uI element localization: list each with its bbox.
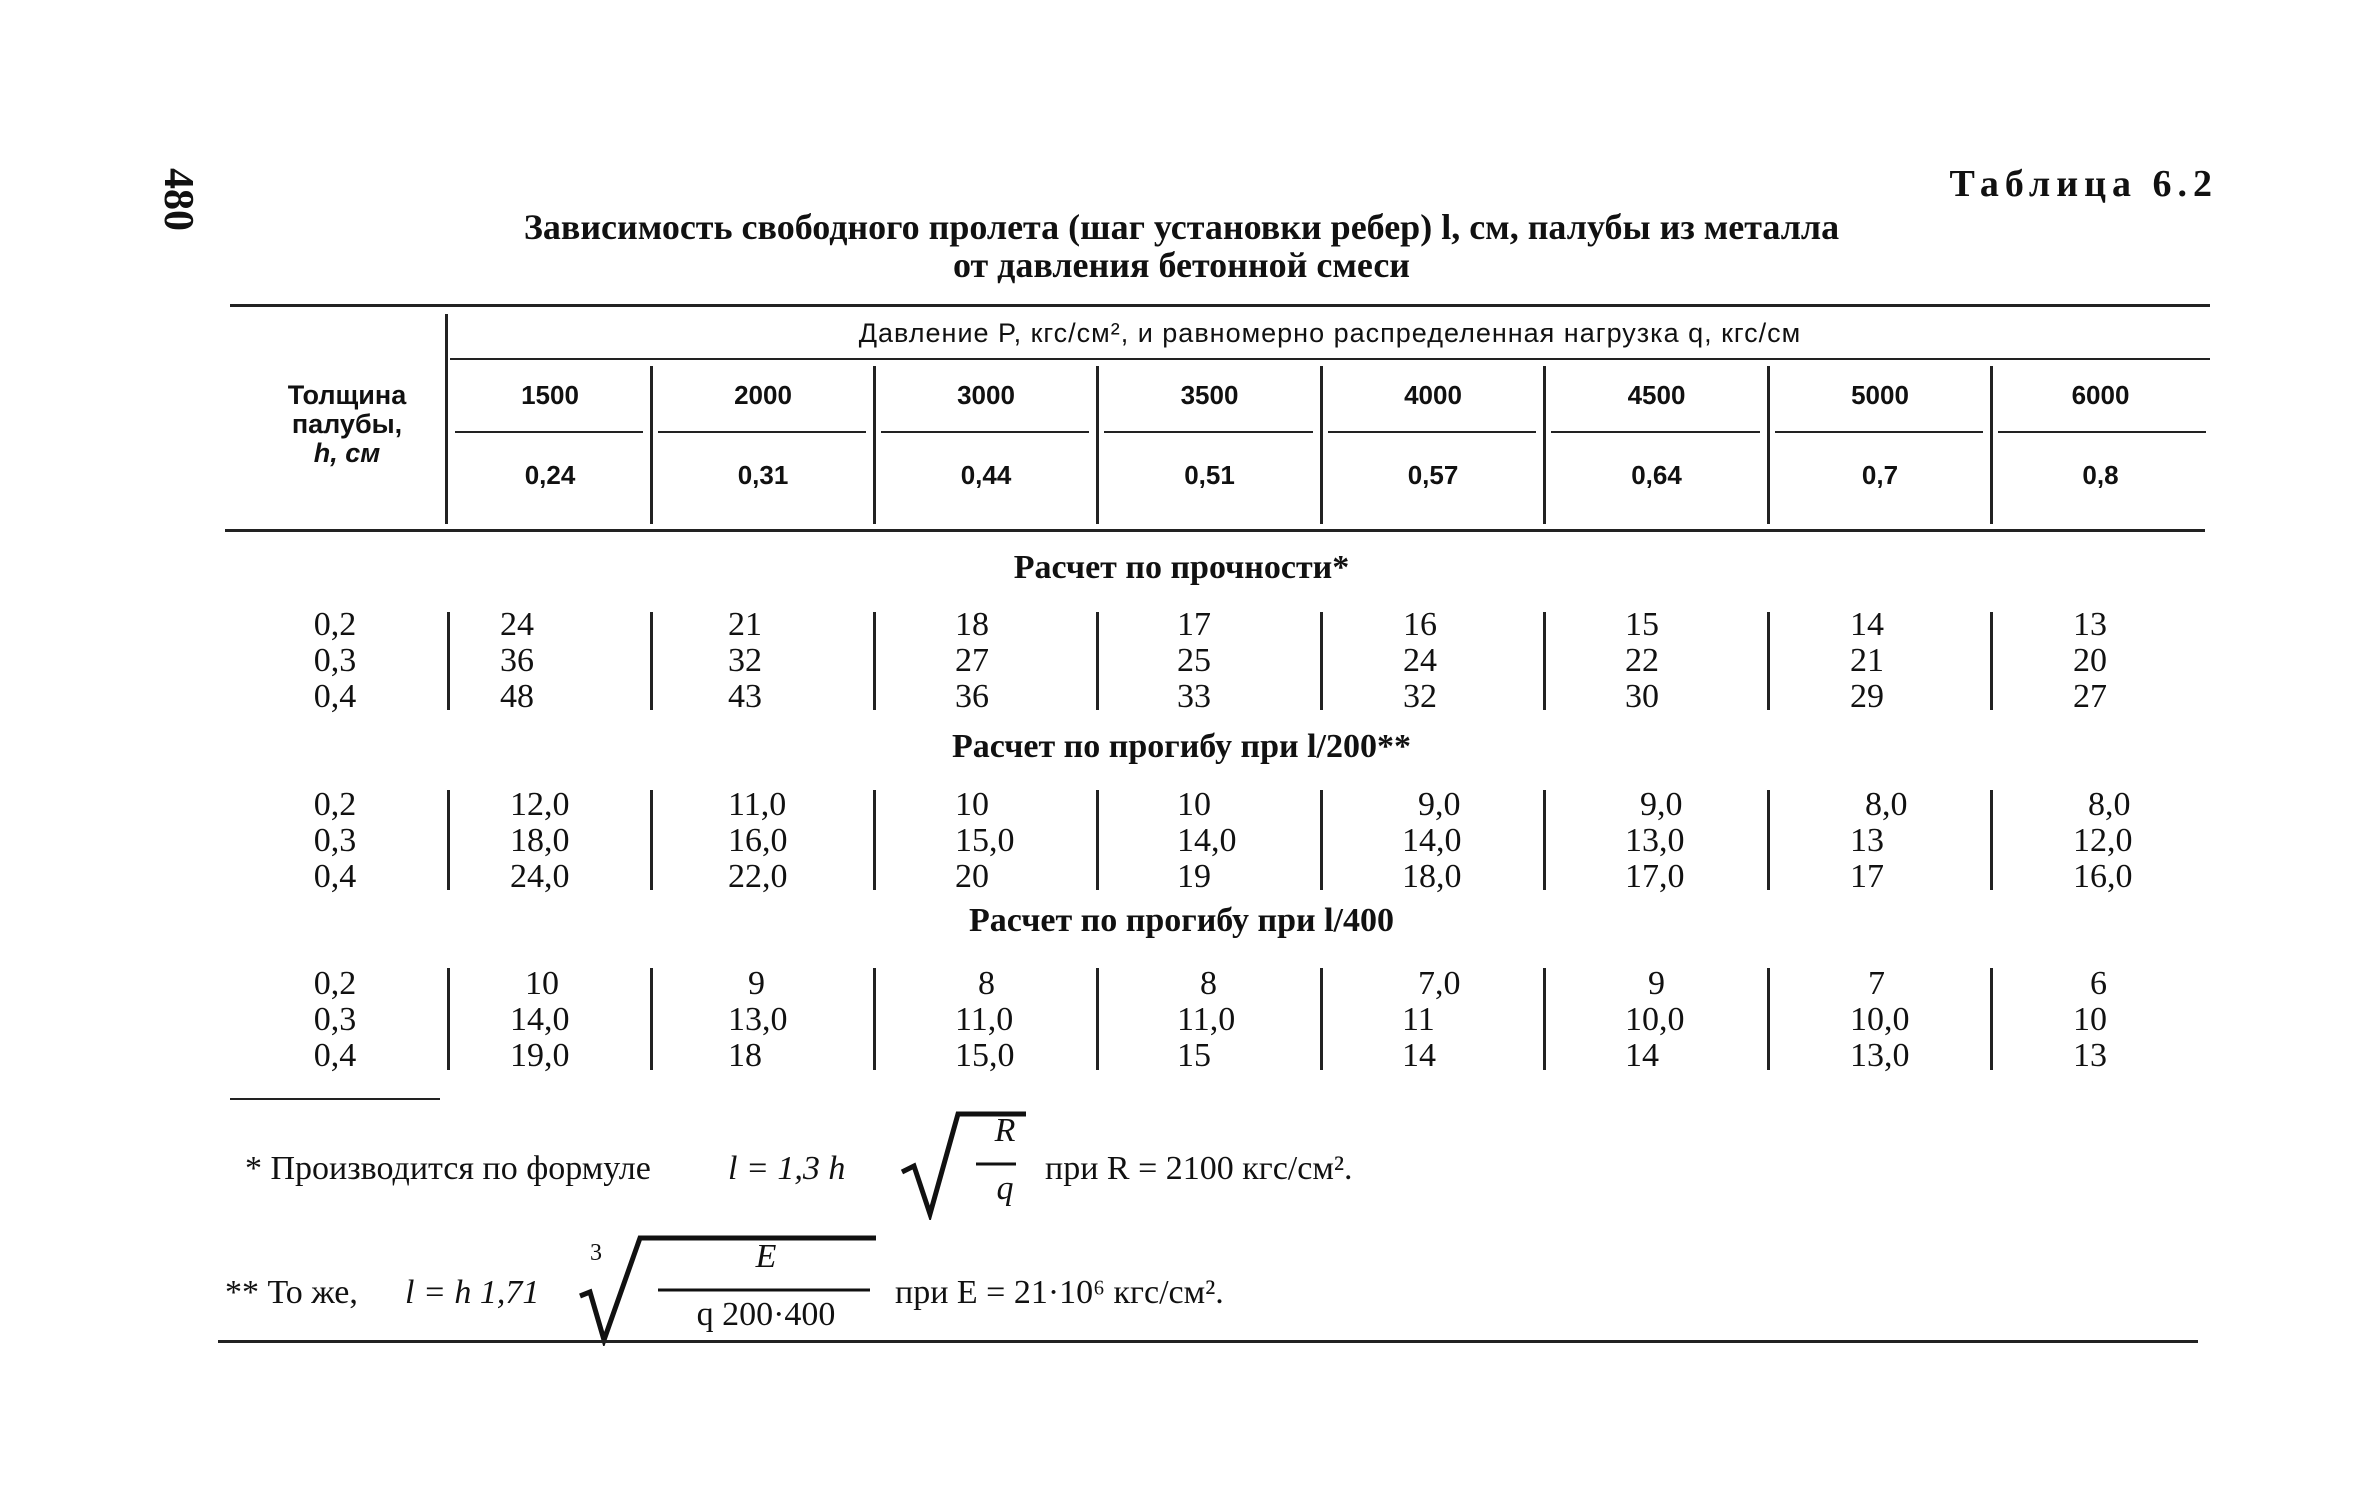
col-sep: [1767, 790, 1770, 890]
table-cell: 20: [955, 858, 989, 895]
col-sep: [1543, 790, 1546, 890]
col-sep: [650, 612, 653, 710]
col-rule: [455, 431, 643, 433]
section-title-deflection-400: Расчет по прогибу при l/400: [969, 902, 1394, 939]
row-label-line3: h, см: [313, 438, 381, 468]
page-number: 480: [155, 168, 201, 231]
col-sep: [1990, 968, 1993, 1070]
table-cell: 14: [1850, 606, 1884, 643]
table-cell: 20: [2073, 642, 2107, 679]
col-rule: [1104, 431, 1313, 433]
table-cell: 7,0: [1418, 965, 1461, 1002]
col-rule: [1551, 431, 1760, 433]
table-cell: 17: [1177, 606, 1211, 643]
pressure-value: 2000: [734, 380, 792, 410]
table-cell: 17: [1850, 858, 1884, 895]
table-cell: 13,0: [728, 1001, 788, 1038]
page-bottom-rule: [218, 1340, 2198, 1343]
header-bottom-rule: [225, 529, 2205, 532]
table-cell: 24,0: [510, 858, 570, 895]
pressure-value: 5000: [1851, 380, 1909, 410]
table-cell: 8: [1200, 965, 1217, 1002]
col-sep: [1320, 968, 1323, 1070]
table-cell: 19,0: [510, 1037, 570, 1074]
col-sep: [1320, 790, 1323, 890]
table-cell: 21: [728, 606, 762, 643]
table-cell: 36: [500, 642, 534, 679]
table-cell: 11,0: [1177, 1001, 1236, 1038]
table-cell: 15: [1177, 1037, 1211, 1074]
thickness-value: 0,3: [313, 642, 357, 679]
load-value: 0,7: [1861, 460, 1899, 490]
row-label-line2: палубы,: [291, 409, 403, 439]
table-cell: 8,0: [1865, 786, 1908, 823]
load-value: 0,57: [1407, 460, 1459, 490]
col-sep: [1320, 612, 1323, 710]
table-cell: 15: [1625, 606, 1659, 643]
col-sep: [1767, 612, 1770, 710]
table-cell: 13,0: [1625, 822, 1685, 859]
table-cell: 11,0: [955, 1001, 1014, 1038]
col-sep: [1096, 790, 1099, 890]
table-cell: 48: [500, 678, 534, 715]
footnote-2-root-index: 3: [590, 1240, 602, 1266]
thickness-value: 0,2: [313, 786, 357, 823]
table-cell: 14,0: [1177, 822, 1237, 859]
col-sep: [1990, 790, 1993, 890]
table-cell: 10,0: [1625, 1001, 1685, 1038]
table-cell: 32: [728, 642, 762, 679]
table-cell: 12,0: [510, 786, 570, 823]
table-cell: 15,0: [955, 822, 1015, 859]
table-cell: 14: [1625, 1037, 1659, 1074]
table-cell: 24: [1403, 642, 1437, 679]
table-cell: 18,0: [510, 822, 570, 859]
table-cell: 18: [728, 1037, 762, 1074]
thickness-value: 0,2: [313, 965, 357, 1002]
table-cell: 12,0: [2073, 822, 2133, 859]
col-rule: [881, 431, 1089, 433]
table-cell: 14,0: [1402, 822, 1462, 859]
load-value: 0,8: [2082, 460, 2119, 490]
thickness-value: 0,2: [313, 606, 357, 643]
table-cell: 16: [1403, 606, 1437, 643]
table-cell: 13: [1850, 822, 1884, 859]
table-cell: 13: [2073, 1037, 2107, 1074]
thickness-value: 0,4: [313, 858, 357, 895]
table-cell: 21: [1850, 642, 1884, 679]
table-cell: 16,0: [728, 822, 788, 859]
col-sep: [1543, 968, 1546, 1070]
table-cell: 18: [955, 606, 989, 643]
table-cell: 10: [955, 786, 989, 823]
col-sep: [1096, 612, 1099, 710]
footnote-1-suffix: при R = 2100 кгс/см².: [1045, 1150, 1353, 1187]
col-sep: [447, 790, 450, 890]
col-rule: [1998, 431, 2206, 433]
col-sep: [1767, 968, 1770, 1070]
table-cell: 9,0: [1640, 786, 1683, 823]
table-cell: 27: [2073, 678, 2107, 715]
table-cell: 8: [978, 965, 995, 1002]
table-title: [0, 208, 2363, 284]
table-cell: 10: [1177, 786, 1211, 823]
table-cell: 7: [1868, 965, 1885, 1002]
pressure-value: 1500: [521, 380, 579, 410]
footnote-1-numerator: R: [994, 1112, 1016, 1149]
table-cell: 18,0: [1402, 858, 1462, 895]
table-cell: 22: [1625, 642, 1659, 679]
pressure-value: 3500: [1180, 380, 1239, 410]
table-cell: 10: [525, 965, 559, 1002]
table-cell: 8,0: [2088, 786, 2131, 823]
table-cell: 19: [1177, 858, 1211, 895]
col-sep: [447, 612, 450, 710]
table-cell: 11,0: [728, 786, 787, 823]
load-value: 0,24: [524, 460, 576, 490]
thickness-value: 0,4: [313, 1037, 357, 1074]
footnote-2-numerator: E: [755, 1238, 777, 1275]
footnote-1-lhs: l = 1,3 h: [728, 1150, 846, 1187]
table-cell: 9: [748, 965, 765, 1002]
section-title-strength: Расчет по прочности*: [1013, 549, 1350, 586]
table-cell: 13,0: [1850, 1037, 1910, 1074]
table-cell: 33: [1177, 678, 1211, 715]
footnote-1-prefix: * Производится по формуле: [245, 1150, 651, 1187]
footnote-2-lhs: l = h 1,71: [405, 1274, 540, 1311]
table-top-rule: [230, 304, 2210, 307]
table-cell: 27: [955, 642, 989, 679]
table-cell: 9,0: [1418, 786, 1461, 823]
pressure-value: 4000: [1404, 380, 1462, 410]
table-cell: 25: [1177, 642, 1211, 679]
load-value: 0,51: [1184, 460, 1235, 490]
table-cell: 10,0: [1850, 1001, 1910, 1038]
pressure-value: 6000: [2071, 380, 2130, 410]
col-sep: [1543, 612, 1546, 710]
footnote-2-denominator: q 200·400: [696, 1296, 836, 1333]
load-value: 0,64: [1631, 460, 1682, 490]
col-sep: [650, 968, 653, 1070]
col-sep: [650, 790, 653, 890]
table-cell: 32: [1403, 678, 1437, 715]
pressure-value: 4500: [1627, 380, 1686, 410]
col-sep: [447, 968, 450, 1070]
table-cell: 10: [2073, 1001, 2107, 1038]
table-cell: 14,0: [510, 1001, 570, 1038]
table-cell: 14: [1402, 1037, 1436, 1074]
table-cell: 9: [1648, 965, 1665, 1002]
footnote-2-suffix: при E = 21·10⁶ кгс/см².: [895, 1274, 1224, 1311]
col-sep: [873, 968, 876, 1070]
col-sep: [1096, 968, 1099, 1070]
col-sep: [1990, 612, 1993, 710]
table-cell: 22,0: [728, 858, 788, 895]
table-cell: 15,0: [955, 1037, 1015, 1074]
load-value: 0,44: [960, 460, 1012, 490]
thickness-value: 0,4: [313, 678, 357, 715]
table-cell: 16,0: [2073, 858, 2133, 895]
table-title-line2: от давления бетонной смеси: [952, 245, 1411, 285]
table-label: Таблица 6.2: [1949, 163, 2218, 205]
span-rule: [450, 358, 2210, 360]
footnote-1-denominator: q: [996, 1170, 1014, 1207]
table-cell: 36: [955, 678, 989, 715]
table-cell: 17,0: [1625, 858, 1685, 895]
table-cell: 43: [728, 678, 762, 715]
footnote-separator: [230, 1098, 440, 1100]
col-rule: [658, 431, 866, 433]
col-rule: [1328, 431, 1536, 433]
col-sep: [873, 612, 876, 710]
thickness-value: 0,3: [313, 822, 357, 859]
col-rule: [1775, 431, 1983, 433]
table-cell: 30: [1625, 678, 1659, 715]
pressure-load-header: Давление P, кгс/см², и равномерно распределенная нагрузка q, кгс/см: [858, 318, 1802, 348]
row-label-header: [232, 381, 462, 468]
pressure-value: 3000: [957, 380, 1015, 410]
table-cell: 24: [500, 606, 534, 643]
load-value: 0,31: [737, 460, 789, 490]
table-cell: 6: [2090, 965, 2107, 1002]
table-cell: 11: [1402, 1001, 1435, 1038]
table-cell: 29: [1850, 678, 1884, 715]
table-cell: 13: [2073, 606, 2107, 643]
col-sep: [873, 790, 876, 890]
table-title-line1: Зависимость свободного пролета (шаг установки ребер) l, см, палубы из металла: [523, 207, 1840, 247]
section-title-deflection-200: Расчет по прогибу при l/200**: [952, 728, 1411, 765]
row-label-line1: Толщина: [287, 380, 407, 410]
footnote-2-prefix: ** То же,: [225, 1274, 358, 1311]
thickness-value: 0,3: [313, 1001, 357, 1038]
